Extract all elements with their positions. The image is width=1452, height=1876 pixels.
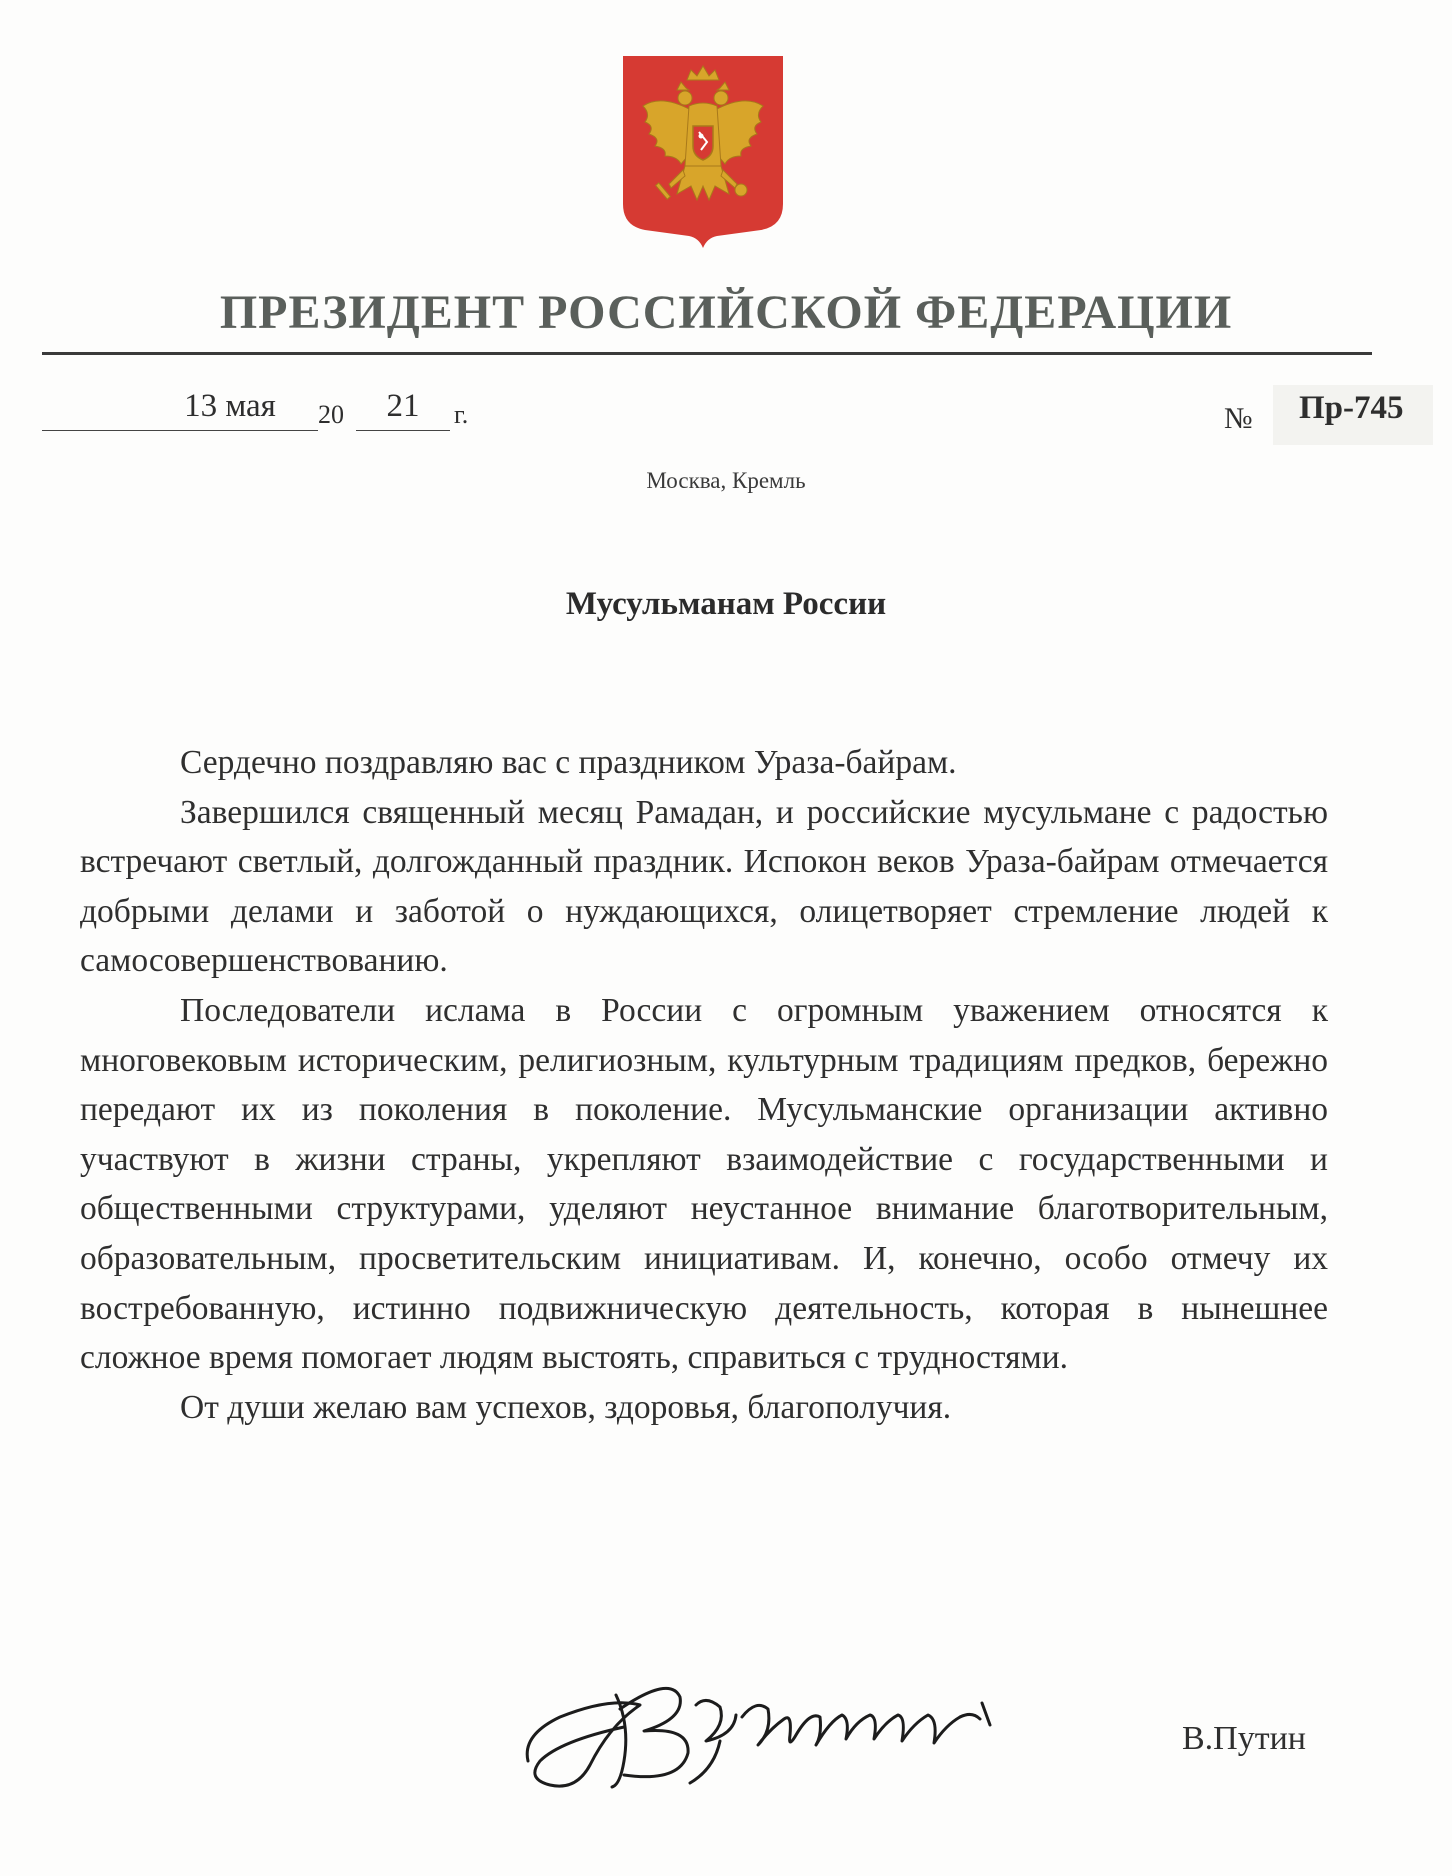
place-of-issue: Москва, Кремль bbox=[646, 468, 806, 493]
date-suffix: г. bbox=[454, 400, 469, 429]
signer-name: В.Путин bbox=[1182, 1720, 1306, 1757]
date-century: 20 bbox=[318, 400, 344, 429]
heading-rule bbox=[42, 352, 1372, 355]
paragraph: Сердечно поздравляю вас с праздником Ураза-байрам. bbox=[180, 744, 957, 781]
number-sign: № bbox=[1224, 402, 1253, 435]
addressee: Мусульманам России bbox=[565, 586, 887, 622]
date-year: 21 bbox=[356, 388, 450, 431]
paragraph: От души желаю вам успехов, здоровья, благополучия. bbox=[180, 1388, 952, 1426]
coat-of-arms-emblem bbox=[621, 54, 785, 250]
document-heading: ПРЕЗИДЕНТ РОССИЙСКОЙ ФЕДЕРАЦИИ bbox=[219, 286, 1233, 339]
handwritten-signature bbox=[520, 1665, 1060, 1805]
letter-body bbox=[80, 738, 1328, 1432]
document-number: Пр-745 bbox=[1273, 385, 1433, 445]
date-day-month-text: 13 мая bbox=[184, 388, 276, 424]
paragraph: Завершился священный месяц Рамадан, и российские мусульмане с радостью встречают светлый, долгожданный праздник. Испокон веков Ураза-байрам отмечается добрыми делами и заботой о нуждающихся, олицетворяет стремление людей к самосовершенствованию. bbox=[80, 793, 1328, 980]
paragraph: Последователи ислама в России с огромным уважением относятся к многовековым историческим, религиозным, культурным традициям предков, бережно передают их из поколения в поколение. Мусульманские организации активно участвуют в жизни страны, укрепляют взаимодействие с государственными и общественными структурами, уделяют неустанное внимание благотворительным, образовательным, просветительским инициативам. И, конечно, особо отмечу их востребованную, истинно подвижническую деятельность, которая в нынешнее сложное время помогает людям выстоять, справиться с трудностями. bbox=[80, 991, 1328, 1377]
date-day-month bbox=[42, 388, 318, 431]
